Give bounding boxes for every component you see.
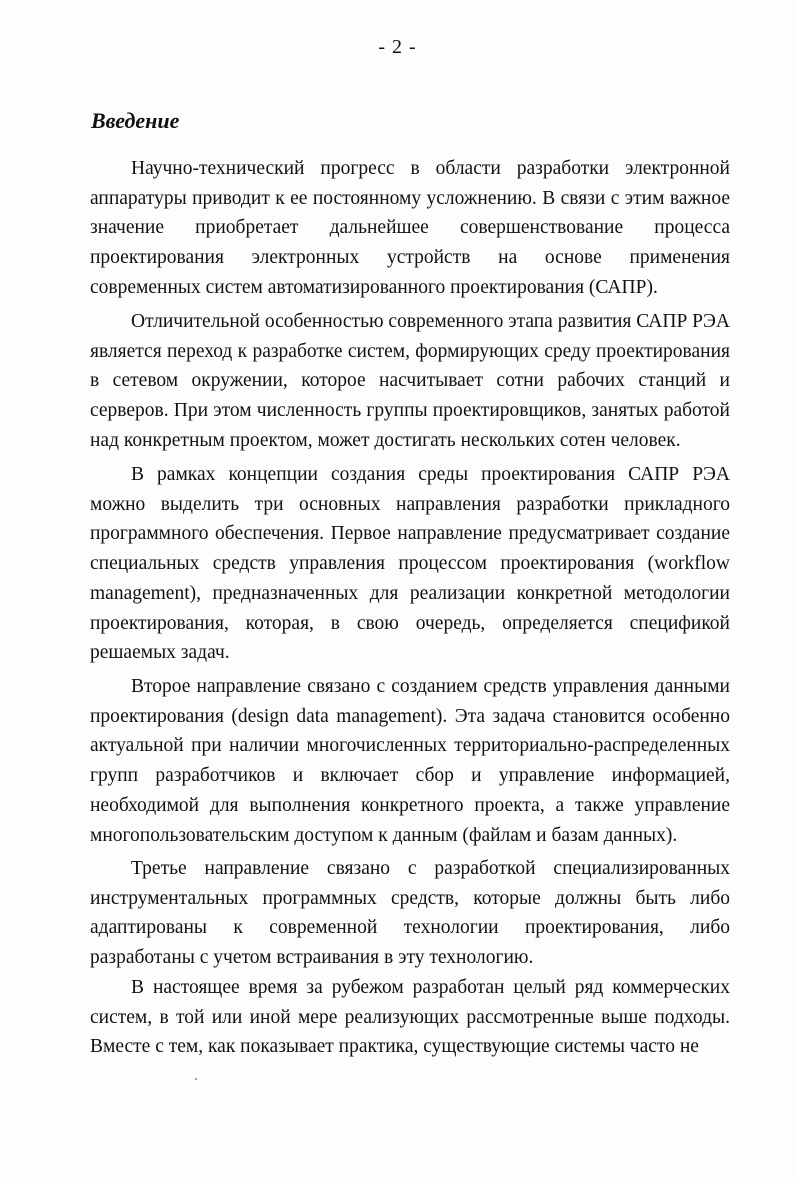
paragraph-4: Второе направление связано с созданием средств управления данными проектирования (design data management). Эта задача становится особенно актуальной при наличии многочисленных территориально-распределенных групп разработчиков и включает сбор и управление информацией, необходимой для выполнения конкретного проекта, а также управление многопользовательским доступом к данным (файлам и базам данных).: [90, 676, 730, 846]
paragraph-1: Научно-технический прогресс в области разработки электронной аппаратуры приводит к ее постоянному усложнению. В связи с этим важное значение приобретает дальнейшее совершенствование процесса проектирования электронных устройств на основе применения современных систем автоматизированного проектирования (САПР).: [90, 158, 730, 298]
paragraph-3: В рамках концепции создания среды проектирования САПР РЭА можно выделить три основных направления разработки прикладного программного обеспечения. Первое направление предусматривает создание специальных средств управления процессом проектирования (workflow management), предназначенных для реализации конкретной методологии проектирования, которая, в свою очередь, определяется спецификой решаемых задач.: [90, 464, 730, 664]
paragraph-5: Третье направление связано с разработкой специализированных инструментальных программных средств, которые должны быть либо адаптированы к современной технологии проектирования, либо разработаны с учетом встраивания в эту технологию.: [90, 858, 730, 969]
page-number: - 2 -: [378, 36, 417, 58]
paragraph-6: В настоящее время за рубежом разработан целый ряд коммерческих систем, в той или иной мере реализующих рассмотренные выше подходы. Вместе с тем, как показывает практика, существующие системы часто не: [90, 977, 730, 1058]
section-heading: Введение: [91, 108, 180, 133]
paragraph-2: Отличительной особенностью современного этапа развития САПР РЭА является переход к разработке систем, формирующих среду проектирования в сетевом окружении, которое насчитывает сотни рабочих станций и серверов. При этом численность группы проектировщиков, занятых работой над конкретным проектом, может достигать нескольких сотен человек.: [90, 311, 730, 451]
scan-speck: [195, 1078, 197, 1080]
